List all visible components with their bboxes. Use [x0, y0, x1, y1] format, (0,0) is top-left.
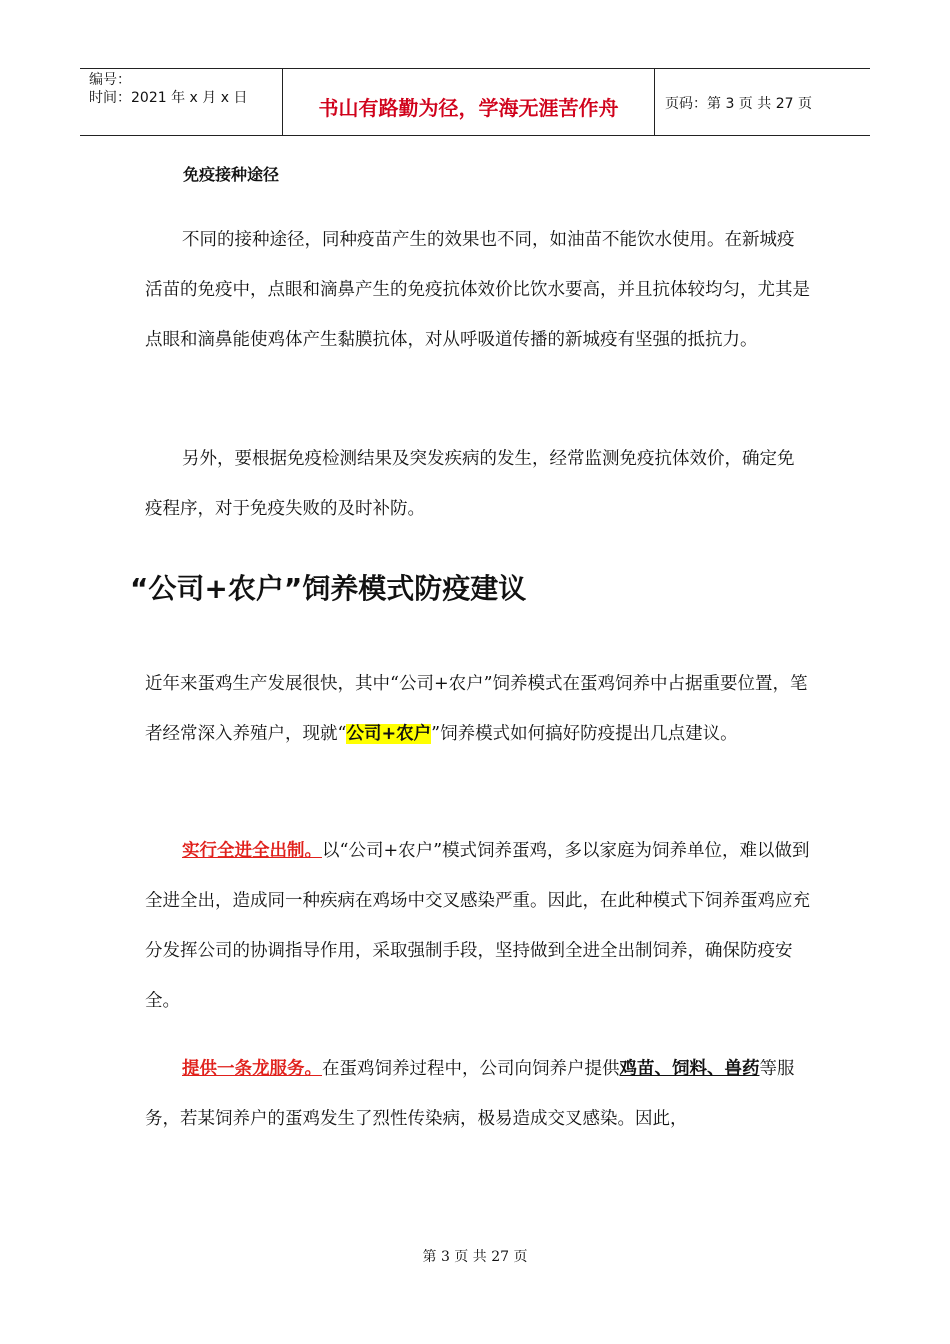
paragraph-vaccination-routes: 不同的接种途径，同种疫苗产生的效果也不同，如油苗不能饮水使用。在新城疫活苗的免疫中，点眼和滴鼻产生的免疫抗体效价比饮水要高，并且抗体较均匀，尤其是点眼和滴鼻能使鸡体产生黏膜抗体，对从呼吸道传播的新城疫有坚强的抵抗力。	[145, 230, 810, 350]
item-2-bold-terms: 鸡苗、饲料、兽药	[619, 1059, 760, 1079]
paragraph-item-1	[145, 826, 810, 1026]
header-page-info: 页码：第 3 页 共 27 页	[665, 96, 812, 112]
paragraph-item-2	[145, 1044, 810, 1144]
paragraph-monitoring: 另外，要根据免疫检测结果及突发疾病的发生，经常监测免疫抗体效价，确定免疫程序，对于免疫失败的及时补防。	[145, 449, 795, 519]
item-2-text-b: 等服务，若某饲养户的蛋鸡发生了烈性传染病，极易造成交叉感染。因此，	[145, 1059, 795, 1129]
header-motto: 书山有路勤为径，学海无涯苦作舟	[318, 96, 619, 120]
item-2-text-a: 在蛋鸡饲养过程中，公司向饲养户提供	[322, 1059, 620, 1079]
header-meta	[80, 69, 282, 135]
header-motto-cell	[282, 69, 655, 135]
highlighted-term: 公司+农户	[346, 724, 432, 744]
page-footer: 第 3 页 共 27 页	[422, 1249, 528, 1265]
paragraph-intro	[145, 659, 810, 759]
document-header	[80, 68, 870, 136]
intro-text-b: ”饲养模式如何搞好防疫提出几点建议。	[431, 724, 738, 744]
intro-text-a: 近年来蛋鸡生产发展很快，其中“公司+农户”饲养模式在蛋鸡饲养中占据重要位置，笔者经常深入养殖户，现就“	[145, 674, 808, 744]
number-label: 编号：	[89, 72, 131, 88]
section-heading: “公司+农户”饲养模式防疫建议	[130, 572, 527, 605]
section-subheading: 免疫接种途径	[183, 165, 280, 184]
item-1-lead: 实行全进全出制。	[182, 841, 322, 861]
item-1-text: 以“公司+农户”模式饲养蛋鸡，多以家庭为饲养单位，难以做到全进全出，造成同一种疾病在鸡场中交叉感染严重。因此，在此种模式下饲养蛋鸡应充分发挥公司的协调指导作用，采取强制手段，坚持做到全进全出制饲养，确保防疫安全。	[145, 841, 810, 1011]
date-line: 时间：2021 年 x 月 x 日	[89, 90, 248, 106]
item-2-lead: 提供一条龙服务。	[182, 1059, 322, 1079]
